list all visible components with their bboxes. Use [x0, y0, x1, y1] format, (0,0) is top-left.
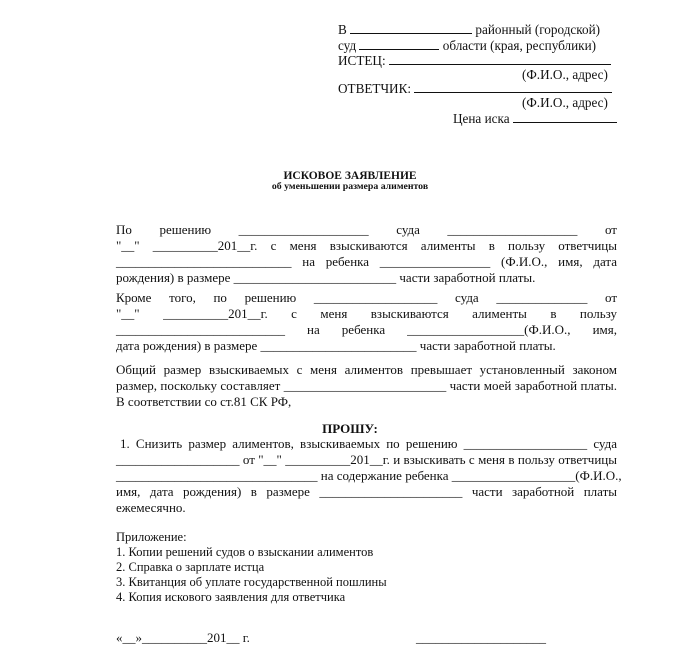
document-title: ИСКОВОЕ ЗАЯВЛЕНИЕ: [283, 170, 417, 182]
paragraph-2: [116, 290, 617, 354]
region-name-field[interactable]: [359, 37, 439, 50]
p2-line: Кроме того, по решению ___________________ суда ______________ от: [116, 290, 617, 305]
plaintiff-hint: (Ф.И.О., адрес): [522, 67, 608, 82]
p1-line: "__" __________201__г. с меня взыскиваются алименты в пользу ответчицы: [116, 238, 617, 253]
attachments: [116, 530, 387, 605]
court-name-field[interactable]: [350, 21, 472, 34]
p1-line: По решению ____________________ суда ____________________ от: [116, 222, 617, 237]
attachment-item: 3. Квитанция об уплате государственной пошлины: [116, 575, 387, 589]
claim-price-line: [453, 110, 653, 127]
request-line: 1. Снизить размер алиментов, взыскиваемых по решению ___________________ суда: [120, 436, 617, 451]
date-field[interactable]: «__»__________201__ г.: [116, 630, 250, 645]
attachment-item: 1. Копии решений судов о взыскании алиментов: [116, 545, 374, 559]
claim-price-label: Цена иска: [453, 111, 510, 126]
court-type: районный (городской): [475, 22, 601, 37]
request-block: [116, 436, 622, 516]
request-line: имя, дата рождения) в размере ______________________ части заработной платы: [116, 484, 617, 499]
court-line: [338, 21, 658, 38]
claim-price-field[interactable]: [513, 110, 617, 123]
document-subtitle: об уменьшении размера алиментов: [271, 181, 429, 192]
p2-line: "__" __________201__г. с меня взыскиваются алименты в пользу: [116, 306, 617, 321]
plaintiff-label: ИСТЕЦ:: [338, 53, 386, 68]
attachment-item: 4. Копия искового заявления для ответчика: [116, 590, 346, 604]
p2-line: дата рождения) в размере ________________________ части заработной платы.: [116, 338, 556, 353]
attachment-item: 2. Справка о зарплате истца: [116, 560, 265, 574]
region-type: области (края, республики): [442, 38, 597, 53]
p3-line: В соответствии со ст.81 СК РФ,: [116, 394, 292, 409]
region-prefix: суд: [338, 38, 357, 53]
plaintiff-field[interactable]: [389, 52, 611, 65]
p1-line: рождения) в размере _________________________ части заработной платы.: [116, 270, 536, 285]
court-prefix: В: [338, 22, 347, 37]
request-line: ежемесячно.: [116, 500, 186, 515]
defendant-label: ОТВЕТЧИК:: [338, 81, 412, 96]
paragraph-1: [116, 222, 617, 286]
p2-line: __________________________ на ребенка __________________(Ф.И.О., имя,: [116, 322, 617, 337]
p1-line: ___________________________ на ребенка _________________ (Ф.И.О., имя, дата: [116, 254, 617, 269]
request-line: _______________________________ на содержание ребенка ___________________(Ф.И.О.,: [116, 468, 622, 483]
defendant-line: [338, 80, 658, 97]
request-heading: ПРОШУ:: [322, 421, 378, 436]
defendant-field[interactable]: [414, 80, 612, 93]
p3-line: Общий размер взыскиваемых с меня алиментов превышает установленный законом: [116, 362, 617, 377]
plaintiff-line: [338, 52, 658, 69]
p3-line: размер, поскольку составляет _________________________ части моей заработной платы.: [116, 378, 617, 393]
request-line: ___________________ от "__" __________201__г. и взыскивать с меня в пользу ответчицы: [116, 452, 617, 467]
attachments-heading: Приложение:: [116, 530, 187, 544]
paragraph-3: [116, 362, 617, 410]
signature-field[interactable]: ____________________: [416, 630, 546, 645]
defendant-hint: (Ф.И.О., адрес): [522, 95, 608, 110]
